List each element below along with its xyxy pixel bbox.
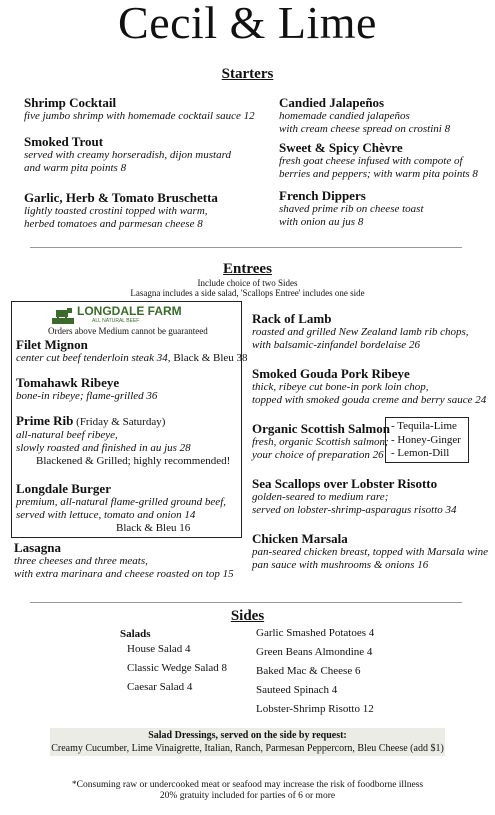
sides-list [256, 624, 374, 719]
entree-pork-ribeye [252, 366, 486, 407]
salad-dressings-panel [50, 728, 445, 756]
farm-tagline: ALL NATURAL BEEF [92, 318, 140, 324]
entrees-note-sides: Include choice of two Sides [197, 278, 298, 288]
item-name: Organic Scottish Salmon [252, 421, 390, 436]
item-desc: with cream cheese spread on crostini 8 [279, 123, 451, 135]
item-name: Shrimp Cocktail [24, 95, 117, 110]
item-name: Tomahawk Ribeye [16, 375, 120, 390]
item-name: Sea Scallops over Lobster Risotto [252, 476, 438, 491]
item-desc: berries and peppers; with warm pita points 8 [279, 168, 478, 180]
salmon-option: - Tequila-Lime [391, 420, 457, 432]
side-item: Classic Wedge Salad 8 [127, 662, 228, 674]
item-desc: bone-in ribeye; flame-grilled 36 [16, 390, 158, 402]
item-name: Longdale Burger [16, 481, 111, 496]
item-extra: Black & Bleu 16 [116, 522, 191, 534]
item-name: Smoked Gouda Pork Ribeye [252, 366, 410, 381]
starter-bruschetta [24, 190, 218, 231]
side-item: Green Beans Almondine 4 [256, 646, 373, 658]
entree-chicken-marsala [252, 531, 488, 572]
item-desc: five jumbo shrimp with homemade cocktail sauce 12 [24, 110, 255, 122]
item-desc: with balsamic-zinfandel bordelaise 26 [252, 339, 420, 351]
entrees-heading: Entrees [223, 261, 272, 277]
entree-prime-rib [16, 413, 230, 468]
item-desc: fresh goat cheese infused with compote of [279, 155, 463, 167]
item-desc: center cut beef tenderloin steak 34, [16, 352, 171, 364]
item-name: Sweet & Spicy Chèvre [279, 140, 403, 155]
side-item: Sauteed Spinach 4 [256, 684, 338, 696]
item-extra: Blackened & Grilled; highly recommended! [36, 455, 231, 467]
starter-shrimp-cocktail [24, 95, 255, 123]
restaurant-name: Cecil & Lime [118, 0, 377, 48]
item-desc: thick, ribeye cut bone-in pork loin chop, [252, 381, 429, 393]
entree-longdale-burger [16, 481, 226, 535]
salads-list [127, 640, 227, 697]
farm-note: Orders above Medium cannot be guaranteed [48, 326, 208, 336]
section-divider [30, 602, 462, 603]
footer-warning: *Consuming raw or undercooked meat or seafood may increase the risk of foodborne illness [71, 780, 424, 790]
item-desc: served on lobster-shrimp-asparagus risotto 34 [252, 504, 457, 516]
item-name: Prime Rib [16, 413, 74, 428]
item-desc: served with creamy horseradish, dijon mustard [24, 149, 231, 161]
section-divider [30, 247, 462, 248]
entree-lasagna [14, 540, 234, 581]
item-name: Filet Mignon [16, 337, 88, 352]
starter-smoked-trout [24, 134, 231, 175]
entree-filet-mignon [16, 337, 248, 365]
starter-french-dippers [279, 188, 424, 229]
item-desc: shaved prime rib on cheese toast [279, 203, 424, 215]
side-item: Baked Mac & Cheese 6 [256, 665, 361, 677]
starter-candied-jalapenos [279, 95, 450, 136]
entree-rack-of-lamb [252, 311, 469, 352]
item-desc: homemade candied jalapeños [279, 110, 410, 122]
item-desc: topped with smoked gouda creme and berry sauce 24 [252, 394, 487, 406]
item-desc: pan-seared chicken breast, topped with Marsala wine [252, 546, 488, 558]
salmon-preparation-options [385, 417, 469, 463]
item-desc: golden-seared to medium rare; [252, 491, 389, 503]
entree-sea-scallops [252, 476, 457, 517]
item-name: French Dippers [279, 188, 366, 203]
item-desc: your choice of preparation 26 [252, 449, 384, 461]
starters-heading: Starters [221, 66, 274, 82]
item-name: Rack of Lamb [252, 311, 332, 326]
entree-scottish-salmon [252, 421, 390, 462]
item-desc: pan sauce with mushrooms & onions 16 [252, 559, 429, 571]
sides-heading: Sides [230, 608, 265, 624]
farm-name: LONGDALE FARM [77, 304, 182, 318]
side-item: Lobster-Shrimp Risotto 12 [256, 703, 374, 715]
item-extra: Black & Bleu 38 [173, 352, 248, 364]
cow-icon [52, 306, 74, 324]
salads-label: Salads [120, 628, 151, 640]
entree-tomahawk-ribeye [16, 375, 157, 403]
item-desc: and warm pita points 8 [24, 162, 127, 174]
item-name: Garlic, Herb & Tomato Bruschetta [24, 190, 218, 205]
item-desc: herbed tomatoes and parmesan cheese 8 [24, 218, 203, 230]
item-desc: all-natural beef ribeye, [16, 429, 118, 441]
item-desc: fresh, organic Scottish salmon; [252, 436, 389, 448]
item-desc: served with lettuce, tomato and onion 14 [16, 509, 196, 521]
item-desc: premium, all-natural flame-grilled ground beef, [16, 496, 226, 508]
item-desc: slowly roasted and finished in au jus 28 [16, 442, 191, 454]
item-desc: three cheeses and three meats, [14, 555, 148, 567]
side-item: Caesar Salad 4 [127, 681, 193, 693]
dressings-title: Salad Dressings, served on the side by request: [148, 730, 347, 741]
item-desc: lightly toasted crostini topped with warm, [24, 205, 208, 217]
item-desc: with onion au jus 8 [279, 216, 364, 228]
item-name: Chicken Marsala [252, 531, 348, 546]
side-item: House Salad 4 [127, 643, 191, 655]
longdale-farm-logo [52, 305, 202, 325]
item-name: Lasagna [14, 540, 61, 555]
item-name: Candied Jalapeños [279, 95, 385, 110]
footer-gratuity: 20% gratuity included for parties of 6 or more [159, 791, 336, 801]
item-name: Smoked Trout [24, 134, 104, 149]
side-item: Garlic Smashed Potatoes 4 [256, 627, 375, 639]
item-desc: roasted and grilled New Zealand lamb rib chops, [252, 326, 469, 338]
salmon-option: - Lemon-Dill [391, 447, 450, 459]
entrees-note-lasagna: Lasagna includes a side salad, 'Scallops Entree' includes one side [130, 288, 365, 298]
starter-chevre [279, 140, 478, 181]
dressings-list: Creamy Cucumber, Lime Vinaigrette, Italian, Ranch, Parmesan Peppercorn, Bleu Cheese (add $1) [51, 743, 444, 754]
item-desc: with extra marinara and cheese roasted on top 15 [14, 568, 234, 580]
salmon-option: - Honey-Ginger [391, 433, 461, 446]
item-note: (Friday & Saturday) [76, 416, 166, 428]
